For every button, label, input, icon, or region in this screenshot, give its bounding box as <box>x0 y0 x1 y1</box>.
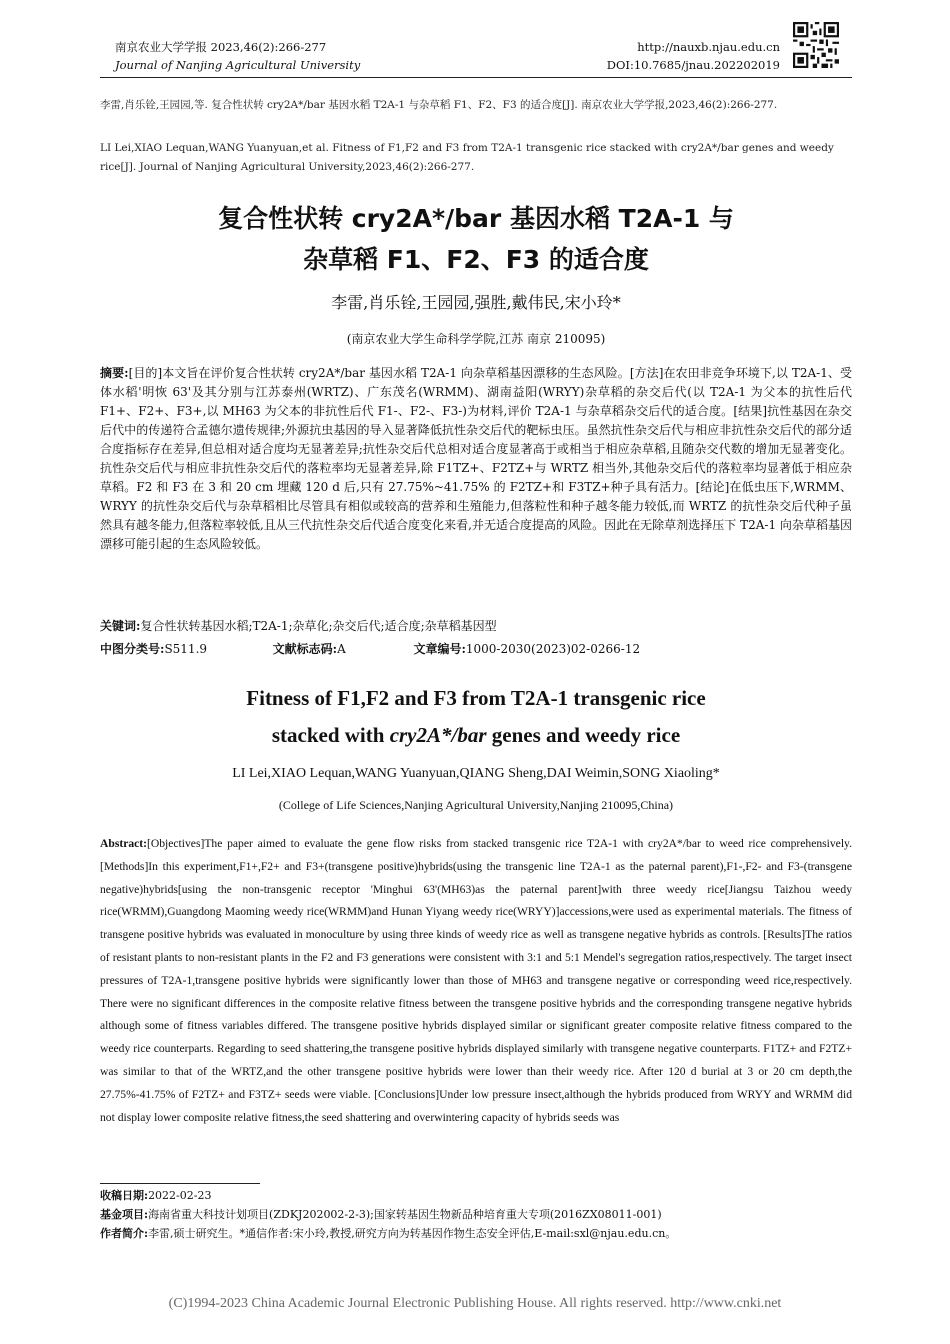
author-info-label: 作者简介: <box>100 1227 149 1240</box>
clc-value: S511.9 <box>164 642 208 656</box>
abstract-en-label: Abstract: <box>100 837 148 850</box>
title-en-line2-post: genes and weedy rice <box>486 723 681 747</box>
authors-zh: 李雷,肖乐铨,王园园,强胜,戴伟民,宋小玲* <box>331 293 621 312</box>
citation-en: LI Lei,XIAO Lequan,WANG Yuanyuan,et al. Fitness of F1,F2 and F3 from T2A-1 transgenic rice stacked with cry2A*/bar genes and weedy rice[J]. Journal of Nanjing Agricultural University,2023,46(2):266-277. <box>100 142 834 173</box>
doc-code-value: A <box>337 642 346 656</box>
abstract-zh-text: [目的]本文旨在评价复合性状转 cry2A*/bar 基因水稻 T2A-1 向杂草稻基因漂移的生态风险。[方法]在农田非竞争环境下,以 T2A-1、受体水稻'明恢 63'及其分别与江苏泰州(WRTZ)、广东茂名(WRMM)、湖南益阳(WRYY)杂草稻的杂交后代(以 T2A-1 为父本的抗性后代 F1+、F2+、F3+,以 MH63 为父本的非抗性后代 F1-、F2-、F3-)为材料,评价 T2A-1 与杂草稻杂交后代的适合度。[结果]抗性基因在杂交后代中的传递符合孟德尔遗传规律;外源抗虫基因的导入显著降低抗性杂交后代的靶标虫压。虽然抗性杂交后代与相应非抗性杂交后代的部分适合度指标存在差异,但总相对适合度均无显著差异;抗性杂交后代总相对适合度显著高于或相当于相应杂草稻,且随杂交代数的增加无显著变化。抗性杂交后代与相应非抗性杂交后代的落粒率均无显著差异,除 F1TZ+、F2TZ+与 WRTZ 相当外,其他杂交后代的落粒率均显著低于相应杂草稻。F2 和 F3 在 3 和 20 cm 埋藏 120 d 后,只有 27.75%~41.75% 的 F2TZ+和 F3TZ+种子具有活力。[结论]在低虫压下,WRMM、WRYY 的抗性杂交后代与杂草稻相比尽管具有相似或较高的营养和生殖能力,但落粒性和种子越冬能力较低,而 WRTZ 的抗性杂交后代种子虽然具有越冬能力,但落粒率较低,且从三代抗性杂交后代适合度变化来看,并无适合度提高的风险。因此在无除草剂选择压下 T2A-1 向杂草稻基因漂移可能引起的生态风险较低。 <box>100 366 852 551</box>
doi[interactable]: DOI:10.7685/jnau.202202019 <box>606 58 780 72</box>
journal-header-right <box>607 38 780 74</box>
affiliation-en: (College of Life Sciences,Nanjing Agricultural University,Nanjing 210095,China) <box>278 798 674 812</box>
fund-label: 基金项目: <box>100 1208 149 1221</box>
title-zh-line2: 杂草稻 F1、F2、F3 的适合度 <box>303 245 649 274</box>
doc-code-label: 文献标志码: <box>272 642 338 656</box>
abstract-en <box>100 833 852 1129</box>
article-id-value: 1000-2030(2023)02-0266-12 <box>465 642 641 656</box>
keywords-zh <box>100 617 852 636</box>
journal-header-left <box>115 38 360 74</box>
fund-value: 海南省重大科技计划项目(ZDKJ202002-2-3);国家转基因生物新品种培育重大专项(2016ZX08011-001) <box>148 1208 662 1221</box>
title-en-gene: cry2A*/bar <box>389 723 487 747</box>
article-id-label: 文章编号: <box>413 642 466 656</box>
title-zh-line1: 复合性状转 cry2A*/bar 基因水稻 T2A-1 与 <box>218 204 734 233</box>
fund-info <box>100 1205 852 1224</box>
journal-name-en: Journal of Nanjing Agricultural University <box>115 58 361 72</box>
keywords-zh-label: 关键词: <box>100 619 141 633</box>
received-date <box>100 1186 852 1205</box>
clc-label: 中图分类号: <box>100 642 165 656</box>
classification-line <box>100 640 852 659</box>
copyright-line: (C)1994-2023 China Academic Journal Electronic Publishing House. All rights reserved. http://www.cnki.net <box>168 1296 782 1311</box>
received-value: 2022-02-23 <box>148 1189 212 1202</box>
qr-code-icon <box>793 22 839 68</box>
title-en-line2-pre: stacked with <box>271 723 390 747</box>
journal-url[interactable]: http://nauxb.njau.edu.cn <box>637 40 780 54</box>
received-label: 收稿日期: <box>100 1189 149 1202</box>
authors-en: LI Lei,XIAO Lequan,WANG Yuanyuan,QIANG Sheng,DAI Weimin,SONG Xiaoling* <box>232 766 720 781</box>
title-en-line2 <box>100 716 852 754</box>
author-info <box>100 1224 852 1243</box>
header-rule <box>100 77 852 78</box>
citation-zh: 李雷,肖乐铨,王园园,等. 复合性状转 cry2A*/bar 基因水稻 T2A-1 与杂草稻 F1、F2、F3 的适合度[J]. 南京农业大学学报,2023,46(2):266-277. <box>100 99 778 111</box>
abstract-en-text: [Objectives]The paper aimed to evaluate the gene flow risks from stacked transgenic rice T2A-1 with cry2A*/bar to weed rice comprehensively. [Methods]In this experiment,F1+,F2+ and F3+(transgene positive)hybrids(using the transgenic line T2A-1 as the paternal parent),F1-,F2- and F3-(transgene negative)hybrids[using the non-transgenic receptor 'Minghui 63'(MH63)as the paternal parent]with three weedy rice[Jiangsu Taizhou weedy rice(WRMM),Guangdong Maoming weedy rice(WRMM)and Hunan Yiyang weedy rice(WRYY)]accessions,were used as experimental materials. The fitness of transgene positive hybrids was evaluated in monoculture by using three kinds of weedy rice as well as transgene negative hybrids as controls. [Results]The ratios of resistant plants to non-resistant plants in the F2 and F3 generations were consistent with 3:1 and 5:1 Mendel's segregation ratios,respectively. The target insect pressures of T2A-1,transgene positive hybrids were significantly lower than those of MH63 and transgene negative or corresponding weed rice,respectively. There were no significant differences in the composite relative fitness between the transgene positive hybrids and the corresponding transgene negative hybrids although some of fitness variables differed. The transgene positive hybrids displayed similar or significant greater composite relative fitness compared to the weedy rice counterparts. Regarding to seed shattering,the transgene positive hybrids displayed similarly with transgene negative counterparts. F1TZ+ and F2TZ+ was similar to that of the WRTZ,and the other transgene positive hybrids were lower than their weedy rice. After 120 d burial at 3 or 20 cm depth,the 27.75%-41.75% of F2TZ+ and F3TZ+ seeds were viable. [Conclusions]Under low pressure insect,although the hybrids produced from WRYY and WRMM did not display lower composite relative fitness,the seed shattering and overwintering capacity of hybrids seeds was <box>100 837 852 1124</box>
footnote-rule <box>100 1183 260 1184</box>
abstract-zh <box>100 364 852 554</box>
author-info-value: 李雷,硕士研究生。*通信作者:宋小玲,教授,研究方向为转基因作物生态安全评估,E-mail:sxl@njau.edu.cn。 <box>148 1227 677 1240</box>
keywords-zh-text: 复合性状转基因水稻;T2A-1;杂草化;杂交后代;适合度;杂草稻基因型 <box>140 619 497 633</box>
abstract-zh-label: 摘要: <box>100 366 129 380</box>
title-en-line1: Fitness of F1,F2 and F3 from T2A-1 transgenic rice <box>246 686 706 710</box>
affiliation-zh: (南京农业大学生命科学学院,江苏 南京 210095) <box>346 332 606 346</box>
journal-name-zh: 南京农业大学学报 2023,46(2):266-277 <box>115 40 327 54</box>
